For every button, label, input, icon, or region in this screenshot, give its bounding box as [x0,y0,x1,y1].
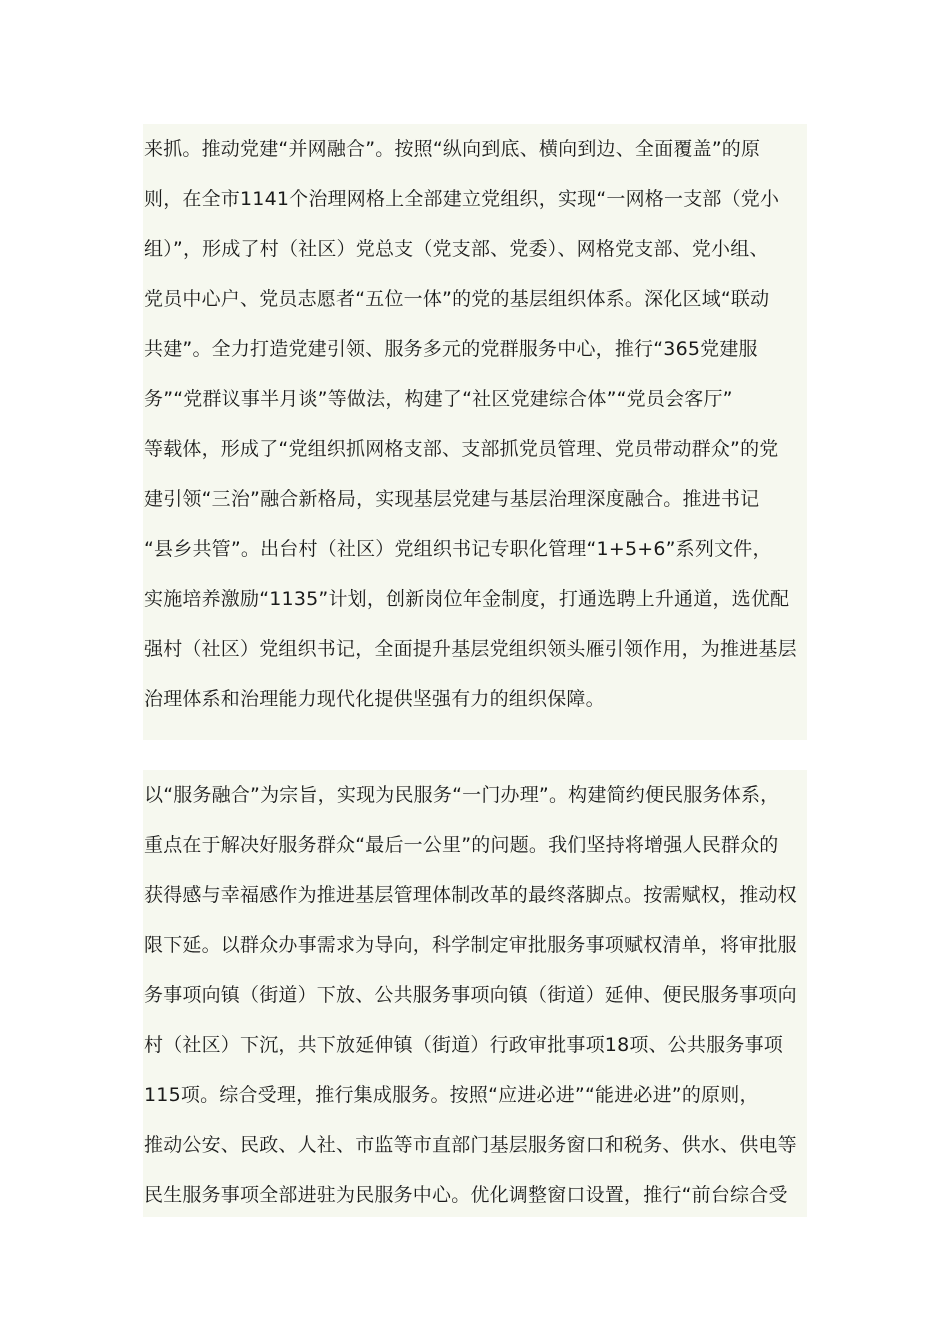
text-line: 共建”。全力打造党建引领、服务多元的党群服务中心，推行“365党建服 [144,338,758,360]
text-line: 民生服务事项全部进驻为民服务中心。优化调整窗口设置，推行“前台综合受 [144,1184,788,1206]
text-line: 则，在全市1141个治理网格上全部建立党组织，实现“一网格一支部（党小 [144,188,780,210]
text-line: 村（社区）下沉，共下放延伸镇（街道）行政审批事项18项、公共服务事项 [144,1034,783,1056]
text-line: “县乡共管”。出台村（社区）党组织书记专职化管理“1+5+6”系列文件， [144,538,772,560]
text-line: 务事项向镇（街道）下放、公共服务事项向镇（街道）延伸、便民服务事项向 [144,984,797,1006]
text-line: 治理体系和治理能力现代化提供坚强有力的组织保障。 [144,688,605,710]
paragraph-party-building [143,124,807,740]
text-line: 建引领“三治”融合新格局，实现基层党建与基层治理深度融合。推进书记 [144,488,760,510]
text-line: 推动公安、民政、人社、市监等市直部门基层服务窗口和税务、供水、供电等 [144,1134,797,1156]
text-line: 限下延。以群众办事需求为导向，科学制定审批服务事项赋权清单，将审批服 [144,934,797,956]
text-line: 来抓。推动党建“并网融合”。按照“纵向到底、横向到边、全面覆盖”的原 [144,138,761,160]
paragraph-service-integration [143,770,807,1217]
text-line: 获得感与幸福感作为推进基层管理体制改革的最终落脚点。按需赋权，推动权 [144,884,797,906]
text-line: 强村（社区）党组织书记，全面提升基层党组织领头雁引领作用，为推进基层 [144,638,797,660]
text-line: 组）”，形成了村（社区）党总支（党支部、党委）、网格党支部、党小组、 [144,238,769,260]
text-line: 以“服务融合”为宗旨，实现为民服务“一门办理”。构建简约便民服务体系， [144,784,780,806]
text-line: 党员中心户、党员志愿者“五位一体”的党的基层组织体系。深化区域“联动 [144,288,770,310]
text-line: 务”“党群议事半月谈”等做法，构建了“社区党建综合体”“党员会客厅” [144,388,733,410]
text-line: 115项。综合受理，推行集成服务。按照“应进必进”“能进必进”的原则， [144,1084,759,1106]
text-line: 重点在于解决好服务群众“最后一公里”的问题。我们坚持将增强人民群众的 [144,834,779,856]
text-line: 等载体，形成了“党组织抓网格支部、支部抓党员管理、党员带动群众”的党 [144,438,779,460]
text-line: 实施培养激励“1135”计划，创新岗位年金制度，打通选聘上升通道，选优配 [144,588,790,610]
